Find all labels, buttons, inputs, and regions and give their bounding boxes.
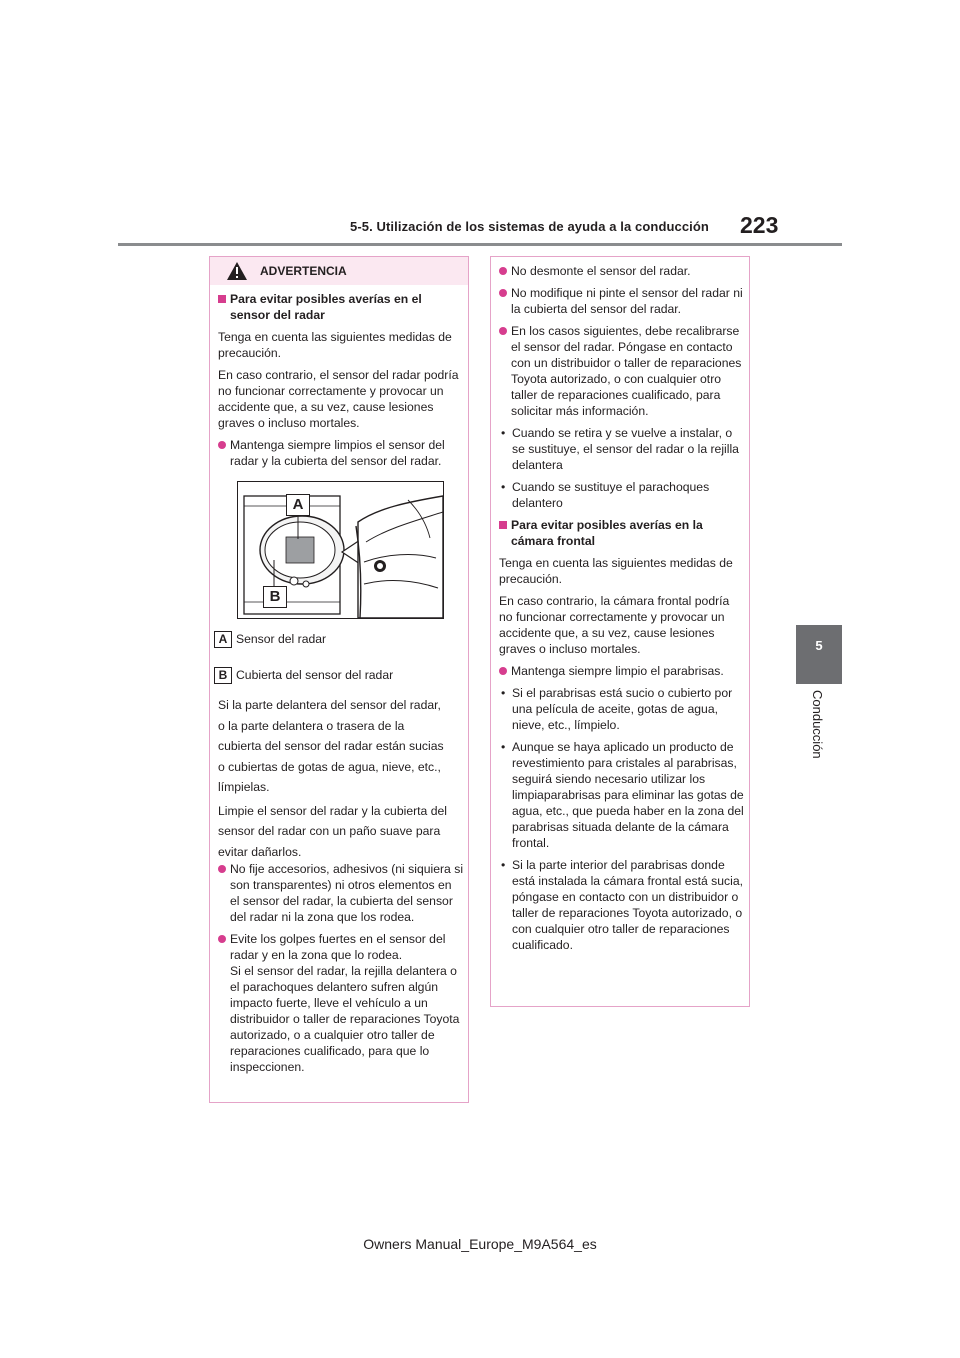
caption-a-text: Sensor del radar — [236, 632, 327, 646]
radar-sensor-figure — [237, 481, 444, 619]
para-line: o la parte delantera o trasera de la — [218, 718, 405, 733]
dot-item: • Si la parte interior del parabrisas donde está instalada la cámara frontal está sucia, póngase en contacto con un distribuidor o taller de reparaciones Toyota autorizado, o con cualquier otro taller de reparaciones cualificado. — [499, 857, 745, 953]
bullet-item: No fije accesorios, adhesivos (ni siquiera si son transparentes) ni otros elementos en el sensor del radar, la cubierta del sensor del radar ni la zona que los rodea. — [218, 861, 464, 925]
bullet-item: Mantenga siempre limpios el sensor del radar y la cubierta del sensor del radar. — [218, 437, 464, 469]
warning-panel-right — [490, 256, 750, 1007]
chapter-label: Conducción — [810, 690, 825, 759]
intro-text: Tenga en cuenta las siguientes medidas de precaución. — [499, 556, 733, 586]
page-number: 223 — [740, 212, 779, 238]
caption-box-b: B — [214, 667, 232, 684]
caption-a — [214, 631, 326, 648]
dot-item: • Cuando se retira y se vuelve a instalar, o se sustituye, el sensor del radar o la rejilla delantera — [499, 425, 745, 473]
figure-label-a: A — [286, 494, 310, 516]
warning-title: ADVERTENCIA — [260, 264, 347, 278]
cleaning-paragraphs — [218, 695, 464, 868]
dot-item: • Aunque se haya aplicado un producto de revestimiento para cristales al parabrisas, seguirá siendo necesario utilizar los limpiaparabrisas para eliminar las gotas de agua, etc., que pueda haber en la zona del parabrisas situada delante de la cámara frontal. — [499, 739, 745, 851]
bullet-item — [218, 931, 464, 1075]
left-content-bottom — [218, 861, 464, 1082]
caption-b-text: Cubierta del sensor del radar — [236, 668, 394, 682]
figure-label-b: B — [263, 586, 287, 608]
para-line: cubierta del sensor del radar están sucias — [218, 739, 444, 753]
section-heading: Para evitar posibles averías en el sensor del radar — [218, 291, 464, 323]
para-line: límpielas. — [218, 780, 270, 794]
warning-header — [210, 257, 468, 285]
intro-text-2: En caso contrario, el sensor del radar podría no funcionar correctamente y provocar un accidente que, a su vez, cause lesiones graves o incluso mortales. — [218, 368, 459, 430]
section-title: 5-5. Utilización de los sistemas de ayuda a la conducción — [350, 219, 709, 234]
bullet-text: Si el sensor del radar, la rejilla delantera o el parachoques delantero sufren algún impacto fuerte, lleve el vehículo a un distribuidor o taller de reparaciones Toyota autorizado, o a cualquier otro taller de reparaciones cualificado, para que lo inspeccionen. — [230, 964, 460, 1074]
warning-triangle-icon — [226, 261, 248, 281]
chapter-tab: 5 — [796, 625, 842, 684]
caption-box-a: A — [214, 631, 232, 648]
left-content-top — [218, 291, 464, 475]
para-line: Si la parte delantera del sensor del radar, — [218, 698, 441, 712]
dot-item: • Si el parabrisas está sucio o cubierto por una película de aceite, gotas de agua, nieve, etc., límpielo. — [499, 685, 745, 733]
para-line: Limpie el sensor del radar y la cubierta del — [218, 803, 447, 818]
section-heading-camera: Para evitar posibles averías en la cámara frontal — [499, 517, 745, 549]
para-line: evitar dañarlos. — [218, 844, 302, 859]
dot-item: • Cuando se sustituye el parachoques delantero — [499, 479, 745, 511]
intro-text: Tenga en cuenta las siguientes medidas de precaución. — [218, 330, 452, 360]
bullet-item: No desmonte el sensor del radar. — [499, 263, 745, 279]
warning-panel-left — [209, 256, 469, 1103]
para-line: sensor del radar con un paño suave para — [218, 824, 441, 838]
header-rule — [118, 243, 842, 246]
cleaning-paragraph-2 — [218, 801, 464, 863]
bullet-item: No modifique ni pinte el sensor del radar ni la cubierta del sensor del radar. — [499, 285, 745, 317]
intro-text-2: En caso contrario, la cámara frontal podría no funcionar correctamente y provocar un accidente que, a su vez, cause lesiones graves o incluso mortales. — [499, 594, 730, 656]
bullet-item: En los casos siguientes, debe recalibrarse el sensor del radar. Póngase en contacto con un distribuidor o taller de reparaciones Toyota autorizado, o con cualquier otro taller de reparaciones cualificado, para solicitar más información. — [499, 323, 745, 419]
bullet-item: Mantenga siempre limpio el parabrisas. — [499, 663, 745, 679]
caption-b — [214, 667, 393, 684]
bullet-text: Evite los golpes fuertes en el sensor del radar y en la zona que lo rodea. — [230, 932, 446, 962]
para-line: o cubiertas de gotas de agua, nieve, etc., — [218, 759, 441, 774]
footer-text: Owners Manual_Europe_M9A564_es — [363, 1236, 597, 1252]
cleaning-paragraph-1 — [218, 695, 464, 798]
right-content — [499, 263, 745, 959]
